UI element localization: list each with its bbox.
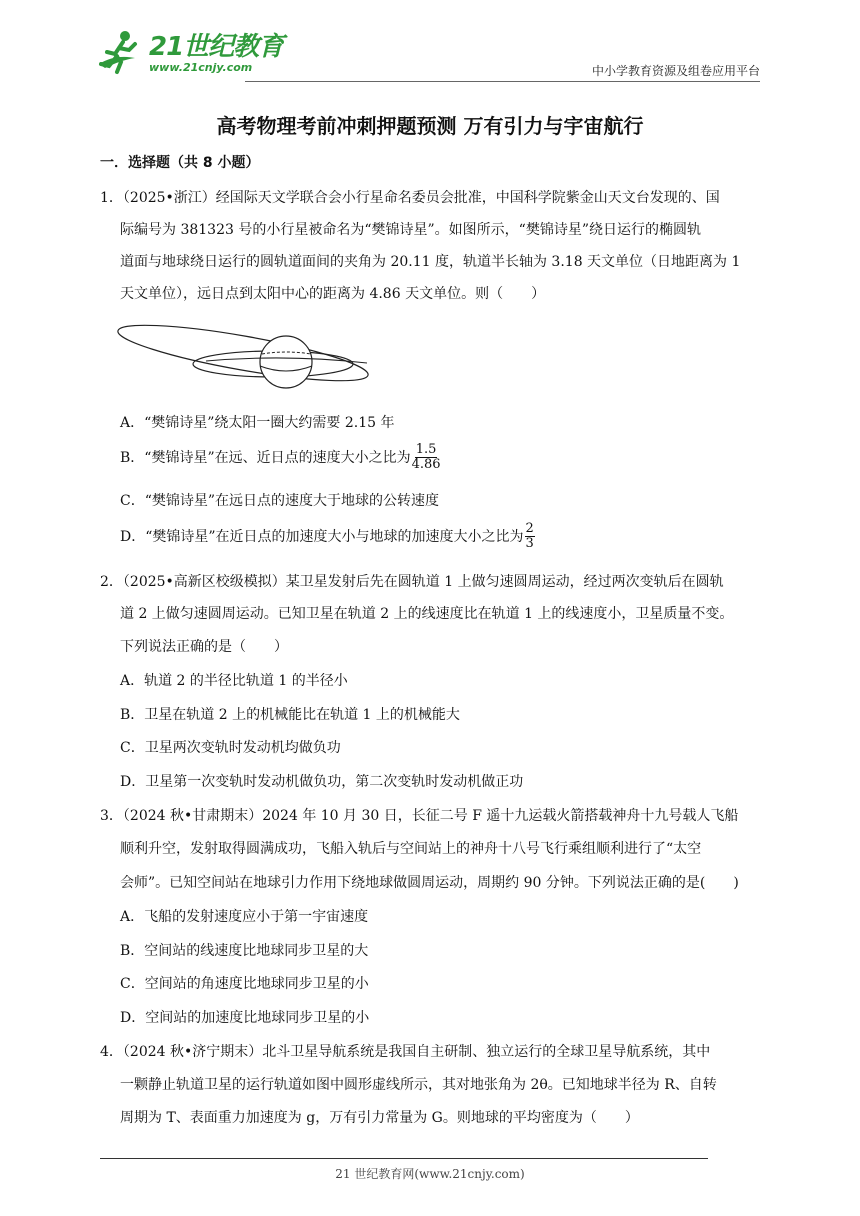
q1-line-3: 道面与地球绕日运行的圆轨道面间的夹角为 20.11 度，轨道半长轴为 3.18 天文单位（日地距离为 1 <box>120 254 741 270</box>
q1-option-b-text: B．“樊锦诗星”在远、近日点的速度大小之比为 <box>120 449 411 466</box>
q1-option-d-text: D．“樊锦诗星”在近日点的加速度大小与地球的加速度大小之比为 <box>120 528 524 545</box>
q4-line-2: 一颗静止轨道卫星的运行轨道如图中圆形虚线所示，其对地张角为 2θ。已知地球半径为 R、自转 <box>120 1077 717 1093</box>
q3-option-b[interactable]: B．空间站的线速度比地球同步卫星的大 <box>120 943 369 959</box>
logo <box>95 28 283 78</box>
q1-option-a[interactable]: A．“樊锦诗星”绕太阳一圈大约需要 2.15 年 <box>120 415 395 431</box>
q2-line-2: 道 2 上做匀速圆周运动。已知卫星在轨道 2 上的线速度比在轨道 1 上的线速度小，卫星质量不变。 <box>120 606 734 622</box>
q3-line-2: 顺利升空，发射取得圆满成功，飞船入轨后与空间站上的神舟十八号飞行乘组顺利进行了“太空 <box>120 841 702 857</box>
q1-option-d-fraction: $\frac{2}{3}$ <box>525 521 534 552</box>
q3-option-c[interactable]: C．空间站的角速度比地球同步卫星的小 <box>120 976 369 992</box>
q2-line-1: 2．（2025•高新区校级模拟）某卫星发射后先在圆轨道 1 上做匀速圆周运动，经过两次变轨后在圆轨 <box>100 574 724 590</box>
q1-line-4: 天文单位），远日点到太阳中心的距离为 4.86 天文单位。则（ ） <box>120 286 546 302</box>
page-title: 高考物理考前冲刺押题预测 万有引力与宇宙航行 <box>216 114 644 138</box>
q2-option-a[interactable]: A．轨道 2 的半径比轨道 1 的半径小 <box>120 673 348 689</box>
section-heading: 一．选择题（共 8 小题） <box>100 155 260 171</box>
q1-line-2: 际编号为 381323 号的小行星被命名为“樊锦诗星”。如图所示，“樊锦诗星”绕日运行的椭圆轨 <box>120 222 701 238</box>
q2-option-d[interactable]: D．卫星第一次变轨时发动机做负功，第二次变轨时发动机做正功 <box>120 774 524 790</box>
q1-option-b[interactable] <box>120 443 441 473</box>
logo-text: 21世纪教育 <box>149 31 284 62</box>
page-header <box>95 28 760 80</box>
q1-option-d[interactable] <box>120 522 535 552</box>
logo-url: www.21cnjy.com <box>149 60 253 74</box>
q1-option-b-fraction: $\frac{1.5}{4.86}$ <box>411 442 441 473</box>
platform-name: 中小学教育资源及组卷应用平台 <box>591 64 760 78</box>
footer-text: 21 世纪教育网(www.21cnjy.com) <box>335 1167 525 1181</box>
footer-divider <box>100 1158 708 1159</box>
q2-option-b[interactable]: B．卫星在轨道 2 上的机械能比在轨道 1 上的机械能大 <box>120 707 460 723</box>
q3-option-a[interactable]: A．飞船的发射速度应小于第一宇宙速度 <box>120 909 369 925</box>
q3-option-d[interactable]: D．空间站的加速度比地球同步卫星的小 <box>120 1010 370 1026</box>
header-divider <box>245 81 760 82</box>
q4-line-3: 周期为 T、表面重力加速度为 g，万有引力常量为 G。则地球的平均密度为（ ） <box>120 1110 639 1126</box>
q3-line-1: 3．（2024 秋•甘肃期末）2024 年 10 月 30 日，长征二号 F 遥十九运载火箭搭载神舟十九号载人飞船 <box>100 808 739 824</box>
q3-line-3: 会师”。已知空间站在地球引力作用下绕地球做圆周运动，周期约 90 分钟。下列说法正确的是( ) <box>120 875 739 891</box>
q2-option-c[interactable]: C．卫星两次变轨时发动机均做负功 <box>120 740 341 756</box>
q2-line-3: 下列说法正确的是（ ） <box>120 639 288 655</box>
q1-option-c[interactable]: C．“樊锦诗星”在远日点的速度大于地球的公转速度 <box>120 493 440 509</box>
orbit-diagram <box>115 316 377 394</box>
runner-logo-icon <box>95 28 147 78</box>
q1-line-1: 1．（2025•浙江）经国际天文学联合会小行星命名委员会批准，中国科学院紫金山天文台发现的、国 <box>100 190 720 206</box>
q4-line-1: 4．（2024 秋•济宁期末）北斗卫星导航系统是我国自主研制、独立运行的全球卫星导航系统，其中 <box>100 1044 711 1060</box>
